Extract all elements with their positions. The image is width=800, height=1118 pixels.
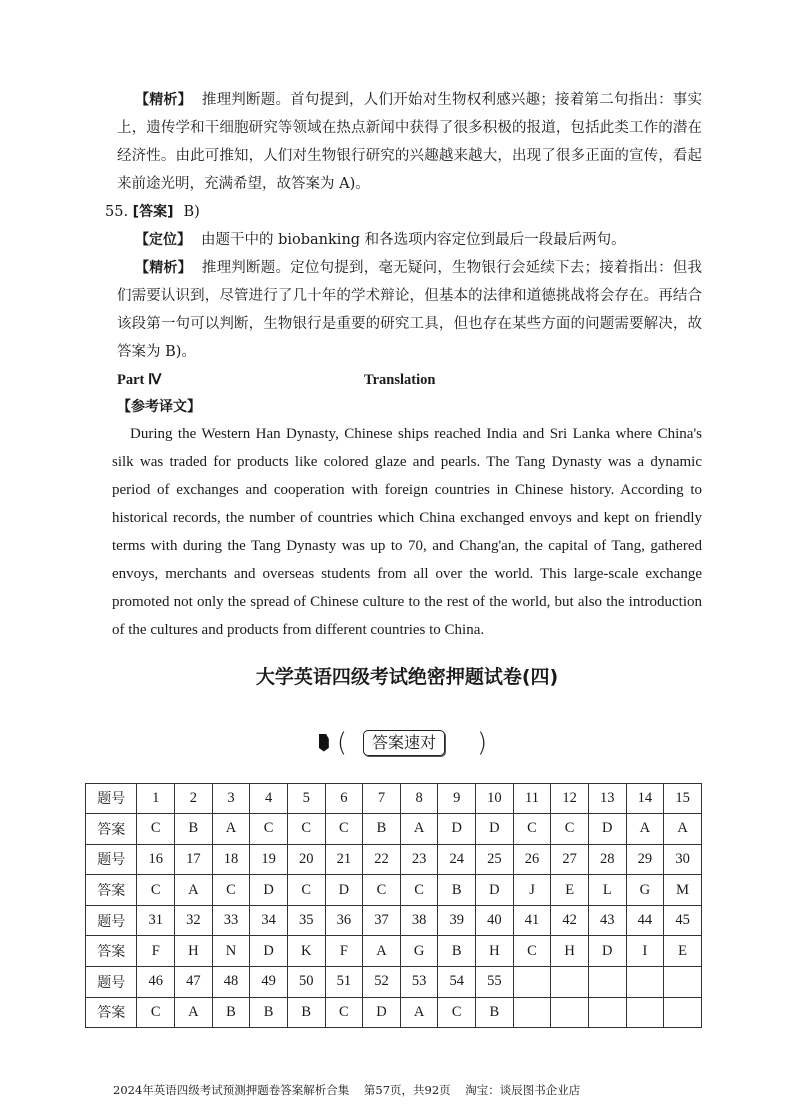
analysis-text: 推理判断题。定位句提到，毫无疑问，生物银行会延续下去；接着指出：但我们需要认识到，尽管进行了几十年的学术辩论，但基本的法律和道德挑战将会存在。再结合该段第一句可以判断，生物银行是重要的研究工具，但也存在某些方面的问题需要解决，故答案为 B)。 xyxy=(117,260,703,360)
answer-cell: D xyxy=(250,936,288,967)
answer-row-label: 答案 xyxy=(86,936,137,967)
question-number-cell: 22 xyxy=(363,844,401,875)
question-number-cell: 1 xyxy=(137,783,175,814)
question-number-cell: 14 xyxy=(626,783,664,814)
answer-tag: [答案] xyxy=(132,204,174,220)
question-number-cell: 30 xyxy=(664,844,702,875)
answer-cell xyxy=(588,997,626,1028)
answer-cell: D xyxy=(588,936,626,967)
question-number-cell: 32 xyxy=(175,905,213,936)
answer-cell: C xyxy=(250,814,288,845)
footer-shop: 淘宝：谈辰图书企业店 xyxy=(465,1083,581,1098)
answer-cell: C xyxy=(287,814,325,845)
question-number-cell: 11 xyxy=(513,783,551,814)
question-number-cell: 10 xyxy=(476,783,514,814)
question-number-cell xyxy=(588,967,626,998)
answer-cell: C xyxy=(325,814,363,845)
answer-value: B) xyxy=(183,204,200,220)
answer-cell: N xyxy=(212,936,250,967)
question-row-label: 题号 xyxy=(86,844,137,875)
answer-cell xyxy=(626,997,664,1028)
answer-cell: A xyxy=(626,814,664,845)
question-row-label: 题号 xyxy=(86,905,137,936)
answer-table xyxy=(85,783,702,1029)
question-row-label: 题号 xyxy=(86,783,137,814)
answer-cell: J xyxy=(513,875,551,906)
question-number-cell: 5 xyxy=(287,783,325,814)
bracket-left: ( xyxy=(336,727,347,758)
translation-text: During the Western Han Dynasty, Chinese ships reached India and Sri Lanka where China's silk was traded for products like colored glaze and pearls. The Tang Dynasty was a dynamic period of exchanges and cooperation with foreign countries in Chinese history. According to historical records, the number of countries which China exchanged envoys and kept on friendly terms with during the Tang Dynasty was up to 70, and Chang'an, the capital of Tang, gathered envoys, merchants and overseas students from all over the world. This large-scale exchange promoted not only the spread of Chinese culture to the rest of the world, but also the introduction of the cultures and products from different countries to China. xyxy=(112,426,702,638)
quick-answer-header xyxy=(0,724,800,761)
question-number-cell: 9 xyxy=(438,783,476,814)
part-title: Translation xyxy=(364,372,436,388)
question-number: 55. xyxy=(105,204,129,220)
question-number-cell: 41 xyxy=(513,905,551,936)
question-number-cell xyxy=(551,967,589,998)
question-number-cell: 53 xyxy=(400,967,438,998)
answer-row xyxy=(86,814,702,845)
answer-row xyxy=(86,936,702,967)
answer-cell: A xyxy=(400,997,438,1028)
answer-cell: B xyxy=(438,875,476,906)
question-number-cell: 25 xyxy=(476,844,514,875)
question-number-cell: 36 xyxy=(325,905,363,936)
answer-row xyxy=(86,875,702,906)
question-number-cell: 52 xyxy=(363,967,401,998)
pen-icon xyxy=(319,734,329,752)
answer-cell: A xyxy=(400,814,438,845)
question-number-cell: 31 xyxy=(137,905,175,936)
quick-answer-label: 答案速对 xyxy=(363,730,445,756)
answer-cell: B xyxy=(287,997,325,1028)
answer-cell: G xyxy=(400,936,438,967)
question-number-cell xyxy=(513,967,551,998)
answer-cell: D xyxy=(250,875,288,906)
answer-cell: C xyxy=(513,814,551,845)
analysis-text: 推理判断题。首句提到，人们开始对生物权利感兴趣；接着第二句指出：事实上，遗传学和干细胞研究等领域在热点新闻中获得了很多积极的报道，包括此类工作的潜在经济性。由此可推知，人们对生物银行研究的兴趣越来越大，出现了很多正面的宣传，看起来前途光明，充满希望，故答案为 A)。 xyxy=(117,92,703,192)
answer-cell: C xyxy=(137,814,175,845)
question-number-cell: 46 xyxy=(137,967,175,998)
answer-cell: M xyxy=(664,875,702,906)
question-55 xyxy=(105,198,703,366)
answer-cell: D xyxy=(325,875,363,906)
question-number-cell: 19 xyxy=(250,844,288,875)
question-number-cell: 13 xyxy=(588,783,626,814)
answer-cell: H xyxy=(551,936,589,967)
question-number-cell: 6 xyxy=(325,783,363,814)
reference-label: 【参考译文】 xyxy=(117,399,201,415)
locate-tag: 【定位】 xyxy=(135,232,191,248)
question-number-cell: 18 xyxy=(212,844,250,875)
question-number-cell: 39 xyxy=(438,905,476,936)
question-row xyxy=(86,783,702,814)
answer-cell: C xyxy=(551,814,589,845)
page-footer xyxy=(113,1082,702,1098)
answer-cell: B xyxy=(250,997,288,1028)
answer-cell: B xyxy=(476,997,514,1028)
answer-cell: L xyxy=(588,875,626,906)
question-number-cell: 42 xyxy=(551,905,589,936)
question-number-cell: 47 xyxy=(175,967,213,998)
question-number-cell: 48 xyxy=(212,967,250,998)
answer-cell: F xyxy=(137,936,175,967)
question-number-cell xyxy=(626,967,664,998)
answer-cell: B xyxy=(212,997,250,1028)
answer-cell: C xyxy=(438,997,476,1028)
question-row xyxy=(86,967,702,998)
question-number-cell: 28 xyxy=(588,844,626,875)
answer-cell xyxy=(664,997,702,1028)
question-number-cell: 34 xyxy=(250,905,288,936)
answer-cell: A xyxy=(175,875,213,906)
answer-cell: F xyxy=(325,936,363,967)
question-number-cell: 16 xyxy=(137,844,175,875)
question-number-cell: 37 xyxy=(363,905,401,936)
answer-row-label: 答案 xyxy=(86,997,137,1028)
question-number-cell: 38 xyxy=(400,905,438,936)
answer-cell: D xyxy=(476,875,514,906)
answer-cell: C xyxy=(137,875,175,906)
question-number-cell: 35 xyxy=(287,905,325,936)
footer-page: 第57页，共92页 xyxy=(363,1083,451,1098)
answer-cell: D xyxy=(438,814,476,845)
question-number-cell: 44 xyxy=(626,905,664,936)
part-heading xyxy=(117,366,702,394)
question-number-cell: 40 xyxy=(476,905,514,936)
question-number-cell: 8 xyxy=(400,783,438,814)
answer-cell xyxy=(551,997,589,1028)
question-number-cell: 24 xyxy=(438,844,476,875)
answer-cell: C xyxy=(363,875,401,906)
question-number-cell: 54 xyxy=(438,967,476,998)
question-number-cell: 26 xyxy=(513,844,551,875)
analysis-54 xyxy=(117,86,702,198)
answer-cell: B xyxy=(175,814,213,845)
answer-cell: D xyxy=(588,814,626,845)
analysis-tag: 【精析】 xyxy=(135,260,192,276)
answer-cell: C xyxy=(400,875,438,906)
question-number-cell: 21 xyxy=(325,844,363,875)
question-number-cell: 43 xyxy=(588,905,626,936)
answer-cell: C xyxy=(513,936,551,967)
answer-row-label: 答案 xyxy=(86,814,137,845)
answer-cell: D xyxy=(363,997,401,1028)
answer-cell: B xyxy=(438,936,476,967)
question-number-cell: 23 xyxy=(400,844,438,875)
question-number-cell: 33 xyxy=(212,905,250,936)
answer-cell: A xyxy=(212,814,250,845)
answer-cell: G xyxy=(626,875,664,906)
exam-title: 大学英语四级考试绝密押题试卷(四) xyxy=(255,666,559,688)
answer-cell: B xyxy=(363,814,401,845)
locate-text: 由题干中的 biobanking 和各选项内容定位到最后一段最后两句。 xyxy=(201,232,626,248)
question-row-label: 题号 xyxy=(86,967,137,998)
answer-cell: C xyxy=(287,875,325,906)
question-number-cell: 2 xyxy=(175,783,213,814)
answer-cell: C xyxy=(325,997,363,1028)
answer-cell: E xyxy=(664,936,702,967)
answer-cell: I xyxy=(626,936,664,967)
answer-cell: K xyxy=(287,936,325,967)
question-number-cell: 29 xyxy=(626,844,664,875)
answer-row-label: 答案 xyxy=(86,875,137,906)
answer-cell xyxy=(513,997,551,1028)
question-number-cell: 12 xyxy=(551,783,589,814)
bracket-right: ) xyxy=(477,727,488,758)
answer-cell: A xyxy=(175,997,213,1028)
question-number-cell: 4 xyxy=(250,783,288,814)
answer-cell: H xyxy=(476,936,514,967)
answer-row xyxy=(86,997,702,1028)
question-number-cell xyxy=(664,967,702,998)
question-number-cell: 51 xyxy=(325,967,363,998)
footer-book: 2024年英语四级考试预测押题卷答案解析合集 xyxy=(113,1083,350,1098)
part-label: Part Ⅳ xyxy=(117,372,162,388)
answer-cell: A xyxy=(664,814,702,845)
question-number-cell: 7 xyxy=(363,783,401,814)
answer-cell: H xyxy=(175,936,213,967)
answer-cell: C xyxy=(212,875,250,906)
question-number-cell: 3 xyxy=(212,783,250,814)
question-row xyxy=(86,905,702,936)
question-number-cell: 55 xyxy=(476,967,514,998)
question-number-cell: 49 xyxy=(250,967,288,998)
answer-cell: D xyxy=(476,814,514,845)
answer-cell: A xyxy=(363,936,401,967)
question-number-cell: 27 xyxy=(551,844,589,875)
question-row xyxy=(86,844,702,875)
analysis-tag: 【精析】 xyxy=(135,92,192,108)
answer-cell: C xyxy=(137,997,175,1028)
question-number-cell: 45 xyxy=(664,905,702,936)
question-number-cell: 15 xyxy=(664,783,702,814)
answer-cell: E xyxy=(551,875,589,906)
question-number-cell: 17 xyxy=(175,844,213,875)
question-number-cell: 50 xyxy=(287,967,325,998)
question-number-cell: 20 xyxy=(287,844,325,875)
